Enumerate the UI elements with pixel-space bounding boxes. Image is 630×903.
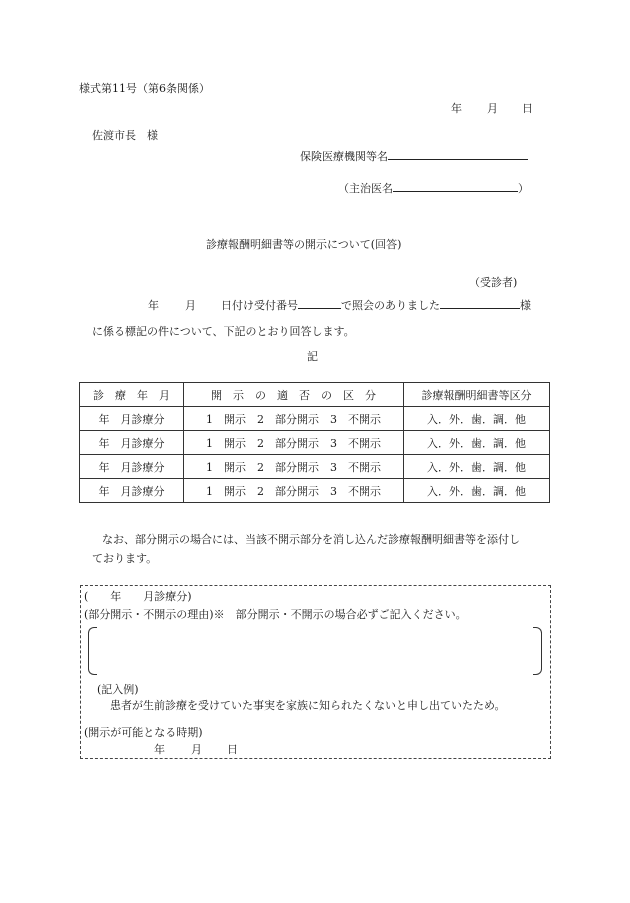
reason-bracket-left [88, 627, 97, 675]
receipt-row [221, 297, 531, 313]
date-day: 日 [522, 102, 533, 115]
body-line-2: に係る標記の件について、下記のとおり回答します。 [92, 325, 355, 338]
row-category[interactable]: 入．外．歯．調．他 [404, 479, 550, 503]
addressee: 佐渡市長 様 [92, 129, 158, 142]
timing-day: 日 [227, 743, 238, 756]
example-text: 患者が生前診療を受けていた事実を家族に知られたくないと申し出ていたため。 [110, 699, 506, 712]
reason-input-area[interactable] [100, 632, 530, 670]
header-period: 診 療 年 月 [80, 383, 184, 407]
row-category[interactable]: 入．外．歯．調．他 [404, 431, 550, 455]
form-number: 様式第11号（第6条関係） [79, 82, 210, 95]
patient-name-blank[interactable] [440, 297, 520, 309]
table-row [80, 455, 550, 479]
row-period: 年 月診療分 [80, 479, 184, 503]
date-year: 年 [451, 102, 462, 115]
institution-blank[interactable] [388, 148, 528, 160]
institution-label: 保険医療機関等名 [300, 150, 388, 163]
box-period-line: ( 年 月診療分) [84, 590, 192, 603]
disclosure-table [79, 382, 550, 503]
row-disclosure[interactable]: 1 開示 2 部分開示 3 不開示 [184, 455, 404, 479]
timing-year: 年 [154, 743, 165, 756]
row-period: 年 月診療分 [80, 407, 184, 431]
row-period: 年 月診療分 [80, 431, 184, 455]
note-line-2: ております。 [92, 552, 158, 565]
table-row [80, 407, 550, 431]
table-row [80, 479, 550, 503]
inquiry-text: で照会のありました [341, 299, 440, 312]
timing-month: 月 [191, 743, 202, 756]
receipt-text: 日付け受付番号 [221, 299, 298, 312]
reason-label: (部分開示・不開示の理由)※ 部分開示・不開示の場合必ずご記入ください。 [84, 608, 467, 621]
doctor-blank[interactable] [393, 180, 518, 192]
body-month: 月 [185, 299, 196, 312]
row-disclosure[interactable]: 1 開示 2 部分開示 3 不開示 [184, 407, 404, 431]
doctor-row [338, 180, 529, 196]
body-year: 年 [148, 299, 159, 312]
row-disclosure[interactable]: 1 開示 2 部分開示 3 不開示 [184, 479, 404, 503]
example-label: (記入例) [97, 683, 139, 696]
table-row [80, 431, 550, 455]
sama-text: 様 [520, 299, 531, 312]
note-line-1: なお、部分開示の場合には、当該不開示部分を消し込んだ診療報酬明細書等を添付し [102, 533, 520, 546]
ki-heading: 記 [307, 350, 318, 363]
doctor-label: （主治医名 [338, 182, 393, 195]
row-category[interactable]: 入．外．歯．調．他 [404, 455, 550, 479]
page-title: 診療報酬明細書等の開示について(回答) [206, 238, 402, 251]
header-category: 診療報酬明細書等区分 [404, 383, 550, 407]
date-month: 月 [487, 102, 498, 115]
row-disclosure[interactable]: 1 開示 2 部分開示 3 不開示 [184, 431, 404, 455]
timing-label: (開示が可能となる時期) [84, 726, 203, 739]
row-period: 年 月診療分 [80, 455, 184, 479]
patient-label: （受診者) [469, 276, 518, 289]
row-category[interactable]: 入．外．歯．調．他 [404, 407, 550, 431]
header-disclosure: 開 示 の 適 否 の 区 分 [184, 383, 404, 407]
institution-row [300, 148, 528, 164]
reason-bracket-right [533, 627, 542, 675]
doctor-close: ） [518, 182, 529, 195]
receipt-number-blank[interactable] [298, 297, 341, 309]
table-header-row [80, 383, 550, 407]
